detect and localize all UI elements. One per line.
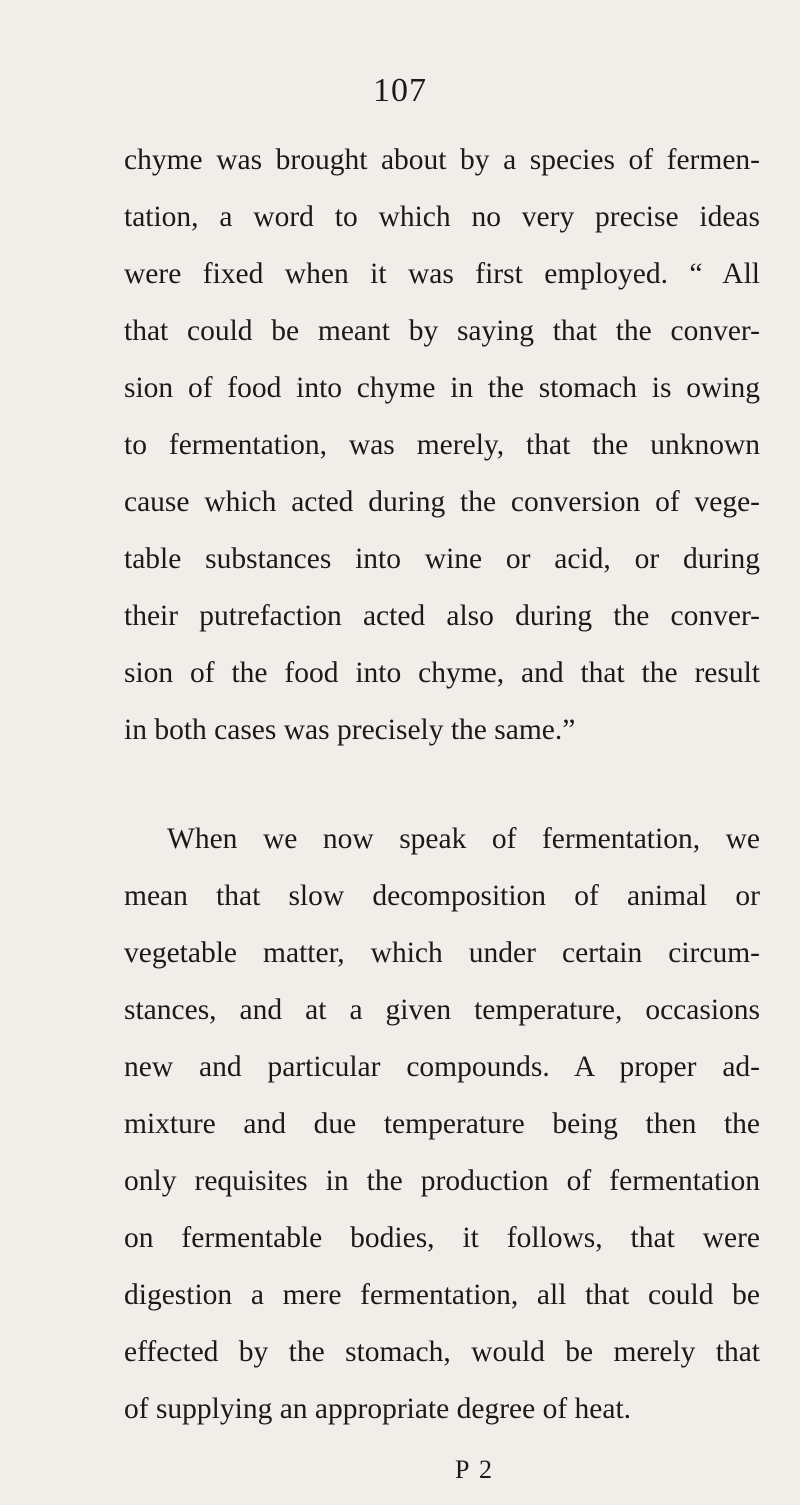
text-line: stances, and at a given temperature, occasions [124, 994, 760, 1026]
text-line: to fermentation, was merely, that the unknown [124, 429, 760, 461]
text-line: on fermentable bodies, it follows, that were [124, 1222, 760, 1254]
signature-mark: P 2 [455, 1455, 494, 1484]
text-line: their putrefaction acted also during the conver- [124, 600, 760, 632]
text-line: that could be meant by saying that the conver- [124, 315, 760, 347]
text-line: effected by the stomach, would be merely that [124, 1336, 760, 1368]
text-line: chyme was brought about by a species of fermen- [124, 144, 760, 176]
text-line: new and particular compounds. A proper ad- [124, 1051, 760, 1083]
text-line: mixture and due temperature being then the [124, 1108, 760, 1140]
text-line: vegetable matter, which under certain circum- [124, 937, 760, 969]
text-line: were fixed when it was first employed. “ All [124, 258, 760, 290]
text-line: cause which acted during the conversion of vege- [124, 486, 760, 518]
text-line: in both cases was precisely the same.” [124, 714, 576, 746]
text-line: When we now speak of fermentation, we [167, 823, 760, 855]
text-line: of supplying an appropriate degree of heat. [124, 1393, 632, 1425]
text-line: tation, a word to which no very precise ideas [124, 201, 760, 233]
page-number: 107 [373, 72, 427, 109]
text-line: sion of food into chyme in the stomach is owing [124, 372, 760, 404]
text-line: digestion a mere fermentation, all that could be [124, 1279, 760, 1311]
text-line: only requisites in the production of fermentation [124, 1165, 760, 1197]
text-line: mean that slow decomposition of animal or [124, 880, 760, 912]
text-line: sion of the food into chyme, and that the result [124, 657, 760, 689]
text-line: table substances into wine or acid, or during [124, 543, 760, 575]
